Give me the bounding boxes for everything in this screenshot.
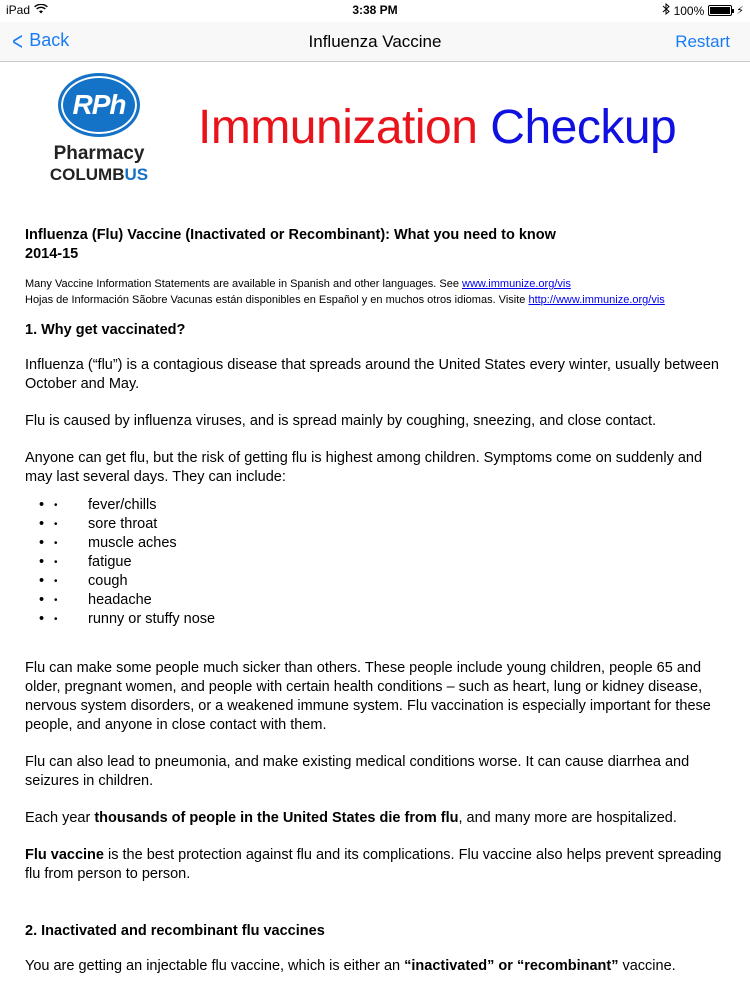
availability-spanish bbox=[25, 292, 725, 308]
injectable-bold-inactivated: “inactivated” bbox=[404, 958, 495, 974]
symptom-label: runny or stuffy nose bbox=[88, 611, 216, 627]
battery-fill bbox=[710, 7, 730, 14]
section-2-heading: 2. Inactivated and recombinant flu vaccines bbox=[25, 923, 325, 939]
logo-columb: COLUMB bbox=[49, 165, 125, 184]
back-label: Back bbox=[29, 30, 70, 50]
paragraph-complications: Flu can also lead to pneumonia, and make existing medical conditions worse. It can cause diarrhea and seizures in children. bbox=[25, 754, 690, 789]
bullet-icon: • bbox=[54, 576, 58, 587]
bullet-icon: • bbox=[39, 554, 45, 570]
document-title bbox=[25, 226, 725, 264]
logo-rph-text: RPh bbox=[72, 89, 126, 120]
injectable-text-a: You are getting an injectable flu vaccine, which is either an bbox=[25, 958, 405, 974]
pharmacy-logo bbox=[46, 73, 156, 185]
symptom-list-item bbox=[25, 591, 725, 610]
rph-badge bbox=[58, 73, 140, 137]
status-time: 3:38 PM bbox=[352, 3, 398, 17]
bullet-icon: • bbox=[39, 516, 45, 532]
symptom-label: cough bbox=[88, 573, 128, 589]
charging-icon: ⚡ bbox=[736, 5, 744, 17]
bullet-icon: • bbox=[39, 573, 45, 589]
logo-us: US bbox=[124, 165, 149, 184]
symptom-list-item bbox=[25, 496, 725, 515]
injectable-bold-recombinant: “recombinant” bbox=[516, 958, 619, 974]
battery-percent: 100% bbox=[673, 3, 705, 18]
deaths-text-a: Each year bbox=[25, 810, 95, 826]
restart-button[interactable]: Restart bbox=[675, 32, 730, 51]
symptom-label: sore throat bbox=[88, 516, 158, 532]
symptom-label: fatigue bbox=[88, 554, 132, 570]
symptom-list-item bbox=[25, 610, 725, 629]
availability-english bbox=[25, 276, 725, 292]
protection-text-rest: is the best protection against flu and its complications. Flu vaccine also helps prevent spreading flu from person to person. bbox=[25, 847, 722, 882]
navigation-bar bbox=[0, 22, 750, 62]
immunize-link-english[interactable]: www.immunize.org/vis bbox=[462, 278, 571, 290]
symptom-list-item bbox=[25, 515, 725, 534]
bluetooth-icon bbox=[662, 3, 670, 18]
deaths-text-b: , and many more are hospitalized. bbox=[458, 810, 677, 826]
symptom-label: fever/chills bbox=[88, 497, 157, 513]
symptom-label: muscle aches bbox=[88, 535, 177, 551]
paragraph-symptoms-intro: Anyone can get flu, but the risk of getting flu is highest among children. Symptoms come on suddenly and may last several days. They can include: bbox=[25, 450, 703, 485]
bullet-icon: • bbox=[39, 592, 45, 608]
battery-icon bbox=[708, 5, 732, 16]
injectable-text-b: vaccine. bbox=[618, 958, 676, 974]
bullet-icon: • bbox=[39, 535, 45, 551]
document-title-line1: Influenza (Flu) Vaccine (Inactivated or Recombinant): What you need to know bbox=[25, 227, 556, 243]
chevron-left-icon: < bbox=[12, 25, 23, 56]
bullet-icon: • bbox=[54, 557, 58, 568]
language-availability bbox=[25, 276, 725, 308]
paragraph-high-risk: Flu can make some people much sicker than others. These people include young children, people 65 and older, pregnant women, and people with certain health conditions – such as heart, lung or kidney disease, nervous system disorders, or a weakened immune system. Flu vaccination is especially important for these people, and anyone in close contact with them. bbox=[25, 660, 711, 733]
document-title-line2: 2014-15 bbox=[25, 246, 79, 262]
availability-spanish-text: Hojas de Información Sãobre Vacunas están disponibles en Español y en muchos otros idiomas. Visite bbox=[25, 294, 526, 306]
protection-text-bold: Flu vaccine bbox=[25, 847, 104, 863]
bullet-icon: • bbox=[54, 595, 58, 606]
deaths-text-bold: thousands of people in the United States die from flu bbox=[94, 810, 459, 826]
paragraph-flu-cause: Flu is caused by influenza viruses, and is spread mainly by coughing, sneezing, and close contact. bbox=[25, 413, 657, 429]
bullet-icon: • bbox=[54, 538, 58, 549]
logo-pharmacy-text: Pharmacy bbox=[53, 143, 145, 164]
page-title: Influenza Vaccine bbox=[308, 32, 442, 51]
symptom-list-item bbox=[25, 572, 725, 591]
logo-columbus-text bbox=[46, 165, 152, 185]
device-label: iPad bbox=[6, 3, 31, 17]
symptom-label: headache bbox=[88, 592, 152, 608]
status-right bbox=[662, 3, 744, 18]
availability-english-text: Many Vaccine Information Statements are available in Spanish and other languages. See bbox=[25, 278, 459, 290]
banner-word-immunization: Immunization bbox=[198, 101, 478, 154]
paragraph-best-protection bbox=[25, 846, 725, 884]
paragraph-deaths bbox=[25, 809, 725, 828]
status-bar bbox=[0, 0, 750, 22]
immunization-checkup-banner bbox=[198, 100, 676, 155]
bullet-icon: • bbox=[39, 497, 45, 513]
bullet-icon: • bbox=[54, 519, 58, 530]
bullet-icon: • bbox=[54, 614, 58, 625]
symptom-list-item bbox=[25, 534, 725, 553]
symptom-list-item bbox=[25, 553, 725, 572]
symptoms-list bbox=[25, 496, 725, 629]
paragraph-injectable bbox=[25, 957, 725, 976]
document-content bbox=[25, 226, 725, 976]
bullet-icon: • bbox=[39, 611, 45, 627]
section-1-heading: 1. Why get vaccinated? bbox=[25, 322, 186, 338]
bullet-icon: • bbox=[54, 500, 58, 511]
injectable-text-mid: or bbox=[494, 958, 517, 974]
banner-word-checkup: Checkup bbox=[490, 101, 677, 154]
paragraph-flu-definition: Influenza (“flu”) is a contagious disease that spreads around the United States every winter, usually between October and May. bbox=[25, 357, 719, 392]
immunize-link-spanish[interactable]: http://www.immunize.org/vis bbox=[528, 294, 665, 306]
